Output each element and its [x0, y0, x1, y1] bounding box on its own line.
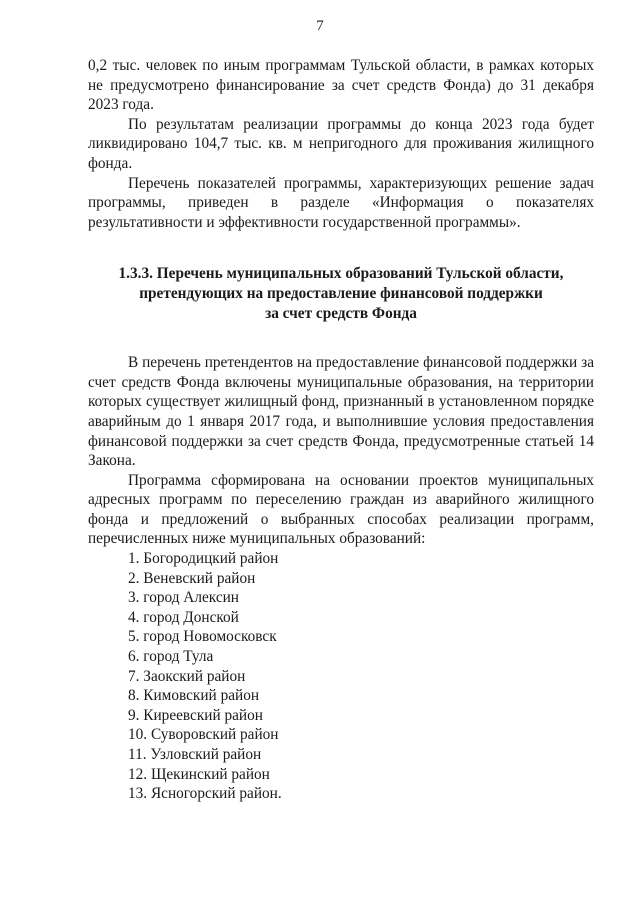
section-heading-line-3: за счет средств Фонда [265, 304, 417, 322]
paragraph-applicants: В перечень претендентов на предоставление финансовой поддержки за счет средств Фонда включены муниципальные образования, на территории которых существует жилищный фонд, признанный в установленном порядке аварийным до 1 января 2017 года, и выполнившие условия предоставления финансовой поддержки за счет средств Фонда, предусмотренные статьей 14 Закона. [88, 354, 594, 470]
section-heading-line-2: претендующих на предоставление финансовой поддержки [139, 284, 543, 302]
list-item: 10. Суворовский район [128, 726, 279, 744]
document-body [88, 56, 594, 804]
page-number: 7 [316, 18, 324, 34]
paragraph-program-basis: Программа сформирована на основании проектов муниципальных адресных программ по переселению граждан из аварийного жилищного фонда и предложений о выбранных способах реализации программ, перечисленных ниже муниципальных образований: [88, 471, 594, 548]
list-item: 9. Киреевский район [128, 706, 263, 724]
list-item: 7. Заокский район [128, 667, 246, 685]
list-item: 3. город Алексин [128, 589, 239, 607]
section-heading-line-1: 1.3.3. Перечень муниципальных образований Тульской области, [118, 265, 564, 283]
list-item: 8. Кимовский район [128, 687, 260, 705]
list-item: 5. город Новомосковск [128, 628, 277, 646]
list-item: 4. город Донской [128, 608, 239, 626]
list-item: 6. город Тула [128, 648, 214, 666]
list-item: 11. Узловский район [128, 746, 262, 763]
section-heading [88, 264, 594, 323]
list-item: 1. Богородицкий район [128, 550, 279, 568]
list-item: 12. Щекинский район [128, 765, 270, 783]
paragraph-results: По результатам реализации программы до конца 2023 года будет ликвидировано 104,7 тыс. кв. м непригодного для проживания жилищного фонда. [88, 115, 594, 172]
municipality-list [88, 549, 594, 804]
list-item: 2. Веневский район [128, 569, 256, 587]
list-item: 13. Ясногорский район. [128, 785, 282, 803]
paragraph-indicators: Перечень показателей программы, характеризующих решение задач программы, приведен в разделе «Информация о показателях результативности и эффективности государственной программы». [88, 174, 594, 231]
paragraph-continuation: 0,2 тыс. человек по иным программам Тульской области, в рамках которых не предусмотрено финансирование за счет средств Фонда) до 31 декабря 2023 года. [88, 57, 594, 114]
